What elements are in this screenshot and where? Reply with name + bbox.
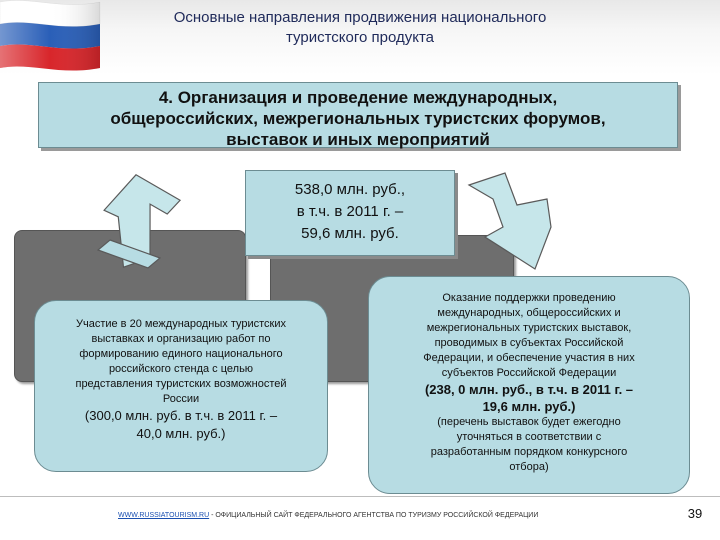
budget-line-2: в т.ч. в 2011 г. – bbox=[296, 203, 404, 220]
right-card-line: международных, общероссийских и bbox=[437, 307, 621, 319]
topic-line-1: 4. Организация и проведение международных, bbox=[158, 88, 558, 107]
footer bbox=[118, 511, 638, 521]
left-card-line: Участие в 20 международных туристских bbox=[75, 318, 287, 330]
right-card-note: отбора) bbox=[509, 461, 549, 473]
down-arrow-icon-right bbox=[455, 165, 585, 275]
right-card-note: разработанным порядком конкурсного bbox=[430, 446, 628, 458]
budget-text bbox=[246, 179, 454, 245]
russian-flag-icon bbox=[0, 0, 120, 75]
topic-line-3: выставок и иных мероприятий bbox=[226, 130, 490, 149]
footer-divider bbox=[0, 496, 720, 497]
right-card-note: уточняться в соответствии с bbox=[456, 431, 602, 443]
right-card-note: (перечень выставок будет ежегодно bbox=[437, 416, 621, 428]
footer-caption: - ОФИЦИАЛЬНЫЙ САЙТ ФЕДЕРАЛЬНОГО АГЕНТСТВА ПО ТУРИЗМУ РОССИЙСКОЙ ФЕДЕРАЦИИ bbox=[209, 512, 539, 519]
left-card-line: представления туристских возможностей bbox=[75, 378, 287, 390]
right-card-text bbox=[375, 291, 683, 475]
budget-box bbox=[245, 170, 455, 256]
left-card-line: российского стенда с целью bbox=[108, 363, 254, 375]
topic-text bbox=[39, 87, 677, 150]
page-title-line-1: Основные направления продвижения национального bbox=[173, 9, 547, 26]
right-card-amount-2: 19,6 млн. руб.) bbox=[482, 399, 576, 414]
right-card bbox=[368, 276, 690, 494]
left-card-line: формированию единого национального bbox=[79, 348, 283, 360]
left-card-line: выставках и организацию работ по bbox=[91, 333, 271, 345]
topic-box bbox=[38, 82, 678, 148]
footer-site-link[interactable]: WWW.RUSSIATOURISM.RU bbox=[118, 512, 210, 519]
right-card-line: Федерации, и обеспечение участия в них bbox=[423, 352, 635, 364]
right-card-line: Оказание поддержки проведению bbox=[442, 292, 616, 304]
topic-line-2: общероссийских, межрегиональных туристских форумов, bbox=[110, 109, 606, 128]
page-number: 39 bbox=[687, 506, 703, 521]
down-arrow-icon-left bbox=[90, 170, 200, 270]
page-title bbox=[120, 8, 600, 48]
budget-line-3: 59,6 млн. руб. bbox=[301, 225, 399, 242]
left-card-line: России bbox=[162, 393, 200, 405]
page-title-line-2: туристского продукта bbox=[285, 29, 435, 46]
left-card-text bbox=[41, 317, 321, 443]
left-card-amount-2: 40,0 млн. руб.) bbox=[136, 426, 226, 441]
budget-line-1: 538,0 млн. руб., bbox=[294, 181, 406, 198]
right-card-line: субъектов Российской Федерации bbox=[441, 367, 617, 379]
right-card-amount-1: (238, 0 млн. руб., в т.ч. в 2011 г. – bbox=[424, 382, 634, 397]
right-card-line: проводимых в субъектах Российской bbox=[434, 337, 624, 349]
left-card bbox=[34, 300, 328, 472]
left-card-amount-1: (300,0 млн. руб. в т.ч. в 2011 г. – bbox=[84, 408, 278, 423]
right-card-line: межрегиональных туристских выставок, bbox=[426, 322, 632, 334]
